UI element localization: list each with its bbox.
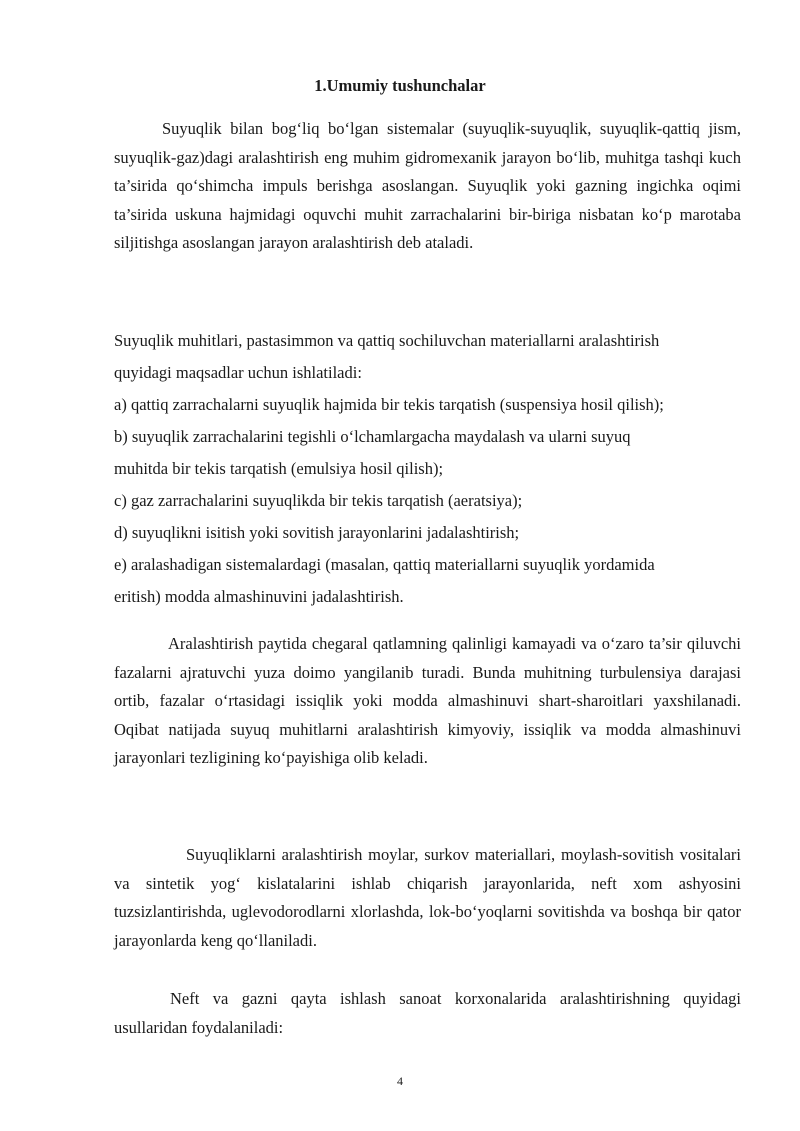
page-number: 4 (397, 1074, 403, 1088)
section-title: 1.Umumiy tushunchalar (314, 76, 486, 95)
list-item-e-line-1: e) aralashadigan sistemalardagi (masalan, qattiq materiallarni suyuqlik yordamida (114, 555, 655, 574)
paragraph-mixing-effects: Aralashtirish paytida chegaral qatlamning qalinligi kamayadi va o‘zaro ta’sir qiluvchi fazalarni ajratuvchi yuza doimo yangilanib turadi. Bunda muhitning turbulensiya darajasi ortib, fazalar o‘rtasidagi issiqlik yoki modda almashinuvi shart-sharoitlari yaxshilanadi. Oqibat natijada suyuq muhitlarni aralashtirish kimyoviy, issiqlik va modda almashinuvi jarayonlari tezligining ko‘payishiga olib keladi. (114, 634, 741, 767)
list-item-b-line-2: muhitda bir tekis tarqatish (emulsiya hosil qilish); (114, 459, 444, 478)
paragraph-methods: Neft va gazni qayta ishlash sanoat korxonalarida aralashtirishning quyidagi usullaridan foydalaniladi: (114, 989, 741, 1037)
list-intro-line-1: Suyuqlik muhitlari, pastasimmon va qattiq sochiluvchan materiallarni aralashtirish (114, 331, 660, 350)
list-item-b-line-1: b) suyuqlik zarrachalarini tegishli o‘lchamlargacha maydalash va ularni suyuq (114, 427, 631, 446)
paragraph-applications: Suyuqliklarni aralashtirish moylar, surkov materiallari, moylash-sovitish vositalari va sintetik yog‘ kislatalarini ishlab chiqarish jarayonlarida, neft xom ashyosini tuzsizlantirishda, uglevodorodlarni xlorlashda, lok-bo‘yoqlarni sovitishda va boshqa bir qator jarayonlarda keng qo‘llaniladi. (114, 845, 741, 950)
list-item-a: a) qattiq zarrachalarni suyuqlik hajmida bir tekis tarqatish (suspensiya hosil qilish); (114, 395, 664, 414)
list-intro-line-2: quyidagi maqsadlar uchun ishlatiladi: (114, 363, 362, 382)
list-item-e-line-2: eritish) modda almashinuvini jadalashtirish. (114, 587, 404, 606)
list-item-d: d) suyuqlikni isitish yoki sovitish jarayonlarini jadalashtirish; (114, 523, 520, 542)
paragraph-intro: Suyuqlik bilan bog‘liq bo‘lgan sistemalar (suyuqlik-suyuqlik, suyuqlik-qattiq jism, suyuqlik-gaz)dagi aralashtirish eng muhim gidromexanik jarayon bo‘lib, muhitga tashqi kuch ta’sirida qo‘shimcha impuls berishga asoslangan. Suyuqlik yoki gazning ingichka oqimi ta’sirida uskuna hajmidagi oquvchi muhit zarrachalarini bir-biriga nisbatan ko‘p marotaba siljitishga asoslangan jarayon aralashtirish deb ataladi. (114, 119, 741, 252)
list-item-c: c) gaz zarrachalarini suyuqlikda bir tekis tarqatish (aeratsiya); (114, 491, 523, 510)
